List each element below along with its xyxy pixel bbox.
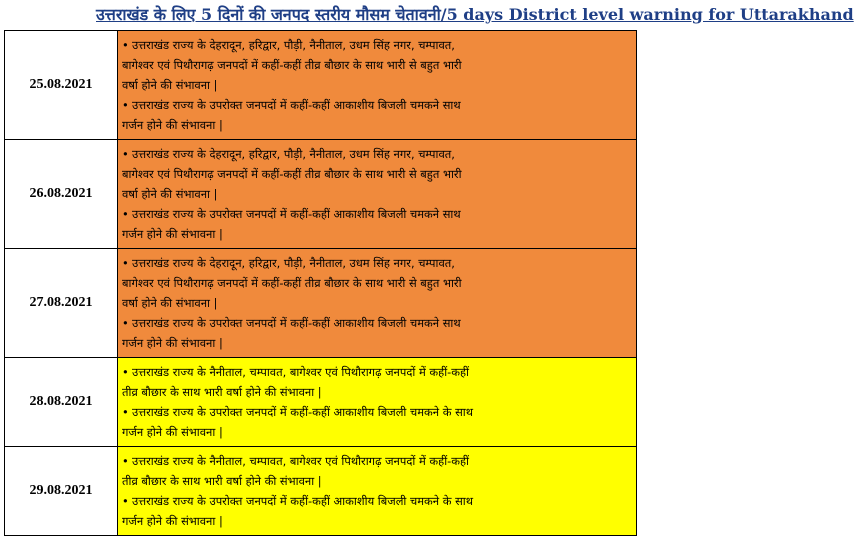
warning-text: उत्तराखंड राज्य के उपरोक्त जनपदों में कहीं-कहीं आकाशीय बिजली चमकने साथ: [132, 316, 461, 330]
table-row: [5, 140, 637, 249]
warning-text: उत्तराखंड राज्य के नैनीताल, चम्पावत, बागेश्वर एवं पिथौरागढ़ जनपदों में कहीं-कहीं: [132, 365, 470, 379]
warning-text: गर्जन होने की संभावना |: [122, 118, 223, 132]
warning-text: गर्जन होने की संभावना |: [122, 514, 223, 528]
bullet-icon: •: [122, 38, 129, 52]
bullet-icon: •: [122, 405, 129, 419]
warning-text: वर्षा होने की संभावना |: [122, 78, 218, 92]
bullet-icon: •: [122, 207, 129, 221]
warning-text: वर्षा होने की संभावना |: [122, 296, 218, 310]
warning-cell: [118, 31, 637, 140]
warning-text: गर्जन होने की संभावना |: [122, 227, 223, 241]
warning-text: उत्तराखंड राज्य के उपरोक्त जनपदों में कहीं-कहीं आकाशीय बिजली चमकने साथ: [132, 98, 461, 112]
warning-text: बागेश्वर एवं पिथौरागढ़ जनपदों में कहीं-कहीं तीव्र बौछार के साथ भारी से बहुत भारी: [122, 167, 462, 181]
bullet-icon: •: [122, 365, 129, 379]
bullet-icon: •: [122, 494, 129, 508]
page-title: उत्तराखंड के लिए 5 दिनों की जनपद स्तरीय मौसम चेतावनी/5 days District level warning for Uttarakhand: [96, 5, 854, 24]
bullet-icon: •: [122, 316, 129, 330]
bullet-icon: •: [122, 147, 129, 161]
warning-cell: [118, 447, 637, 536]
warning-cell: [118, 249, 637, 358]
warning-text: उत्तराखंड राज्य के उपरोक्त जनपदों में कहीं-कहीं आकाशीय बिजली चमकने साथ: [132, 207, 461, 221]
table-row: [5, 358, 637, 447]
table-row: [5, 249, 637, 358]
warning-text: तीव्र बौछार के साथ भारी वर्षा होने की संभावना |: [122, 385, 322, 399]
warning-text: बागेश्वर एवं पिथौरागढ़ जनपदों में कहीं-कहीं तीव्र बौछार के साथ भारी से बहुत भारी: [122, 58, 462, 72]
warning-text: उत्तराखंड राज्य के देहरादून, हरिद्वार, पौड़ी, नैनीताल, उधम सिंह नगर, चम्पावत,: [132, 38, 455, 52]
warning-text: तीव्र बौछार के साथ भारी वर्षा होने की संभावना |: [122, 474, 322, 488]
warning-table: [4, 30, 637, 536]
date-cell: 28.08.2021: [5, 358, 118, 447]
bullet-icon: •: [122, 98, 129, 112]
warning-cell: [118, 358, 637, 447]
date-cell: 27.08.2021: [5, 249, 118, 358]
bullet-icon: •: [122, 256, 129, 270]
warning-text: बागेश्वर एवं पिथौरागढ़ जनपदों में कहीं-कहीं तीव्र बौछार के साथ भारी से बहुत भारी: [122, 276, 462, 290]
warning-text: उत्तराखंड राज्य के नैनीताल, चम्पावत, बागेश्वर एवं पिथौरागढ़ जनपदों में कहीं-कहीं: [132, 454, 470, 468]
warning-text: वर्षा होने की संभावना |: [122, 187, 218, 201]
warning-text: उत्तराखंड राज्य के देहरादून, हरिद्वार, पौड़ी, नैनीताल, उधम सिंह नगर, चम्पावत,: [132, 147, 455, 161]
warning-text: उत्तराखंड राज्य के उपरोक्त जनपदों में कहीं-कहीं आकाशीय बिजली चमकने के साथ: [132, 494, 474, 508]
date-cell: 25.08.2021: [5, 31, 118, 140]
warning-text: गर्जन होने की संभावना |: [122, 425, 223, 439]
warning-text: उत्तराखंड राज्य के देहरादून, हरिद्वार, पौड़ी, नैनीताल, उधम सिंह नगर, चम्पावत,: [132, 256, 455, 270]
warning-cell: [118, 140, 637, 249]
date-cell: 26.08.2021: [5, 140, 118, 249]
warning-text: गर्जन होने की संभावना |: [122, 336, 223, 350]
date-cell: 29.08.2021: [5, 447, 118, 536]
warning-text: उत्तराखंड राज्य के उपरोक्त जनपदों में कहीं-कहीं आकाशीय बिजली चमकने के साथ: [132, 405, 474, 419]
table-row: [5, 447, 637, 536]
bullet-icon: •: [122, 454, 129, 468]
table-row: [5, 31, 637, 140]
